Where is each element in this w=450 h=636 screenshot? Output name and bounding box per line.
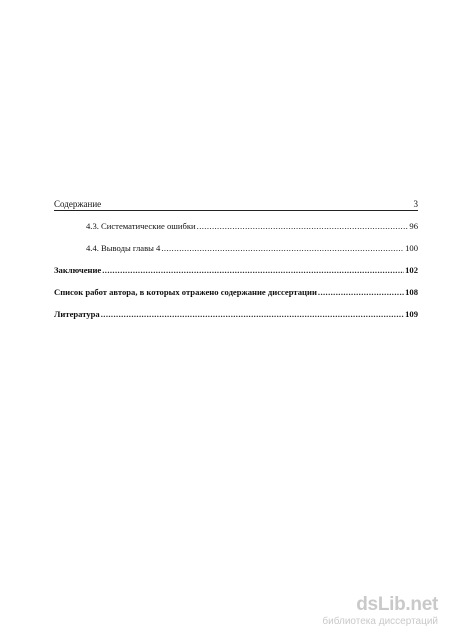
toc-entry-page: 102 xyxy=(405,265,418,275)
page-header xyxy=(54,197,418,211)
toc-leader-dots xyxy=(102,262,404,278)
toc-entry-page: 109 xyxy=(405,309,418,319)
toc-entry-author-publications xyxy=(54,284,418,300)
toc-leader-dots xyxy=(197,218,409,234)
site-watermark xyxy=(320,595,438,628)
header-title: Содержание xyxy=(54,199,102,209)
toc-entry-label: 4.3. Систематические ошибки xyxy=(86,221,196,231)
toc-leader-dots xyxy=(161,240,404,256)
toc-entry-page: 108 xyxy=(405,287,418,297)
toc-entry-references xyxy=(54,306,418,322)
toc-entry-4-3 xyxy=(54,218,418,234)
table-of-contents xyxy=(54,218,418,328)
toc-entry-page: 100 xyxy=(405,243,418,253)
toc-entry-page: 96 xyxy=(409,221,418,231)
toc-entry-label: Литература xyxy=(54,309,100,319)
toc-leader-dots xyxy=(101,306,404,322)
toc-leader-dots xyxy=(318,284,404,300)
toc-entry-label: Список работ автора, в которых отражено содержание диссертации xyxy=(54,287,317,297)
header-divider xyxy=(54,210,418,211)
watermark-caption: библиотека диссертаций xyxy=(322,616,438,627)
toc-entry-label: 4.4. Выводы главы 4 xyxy=(86,243,161,253)
toc-entry-label: Заключение xyxy=(54,265,102,275)
watermark-logo: dsLib.net xyxy=(356,594,438,615)
toc-entry-conclusion xyxy=(54,262,418,278)
toc-entry-4-4 xyxy=(54,240,418,256)
header-page-number: 3 xyxy=(413,199,418,209)
